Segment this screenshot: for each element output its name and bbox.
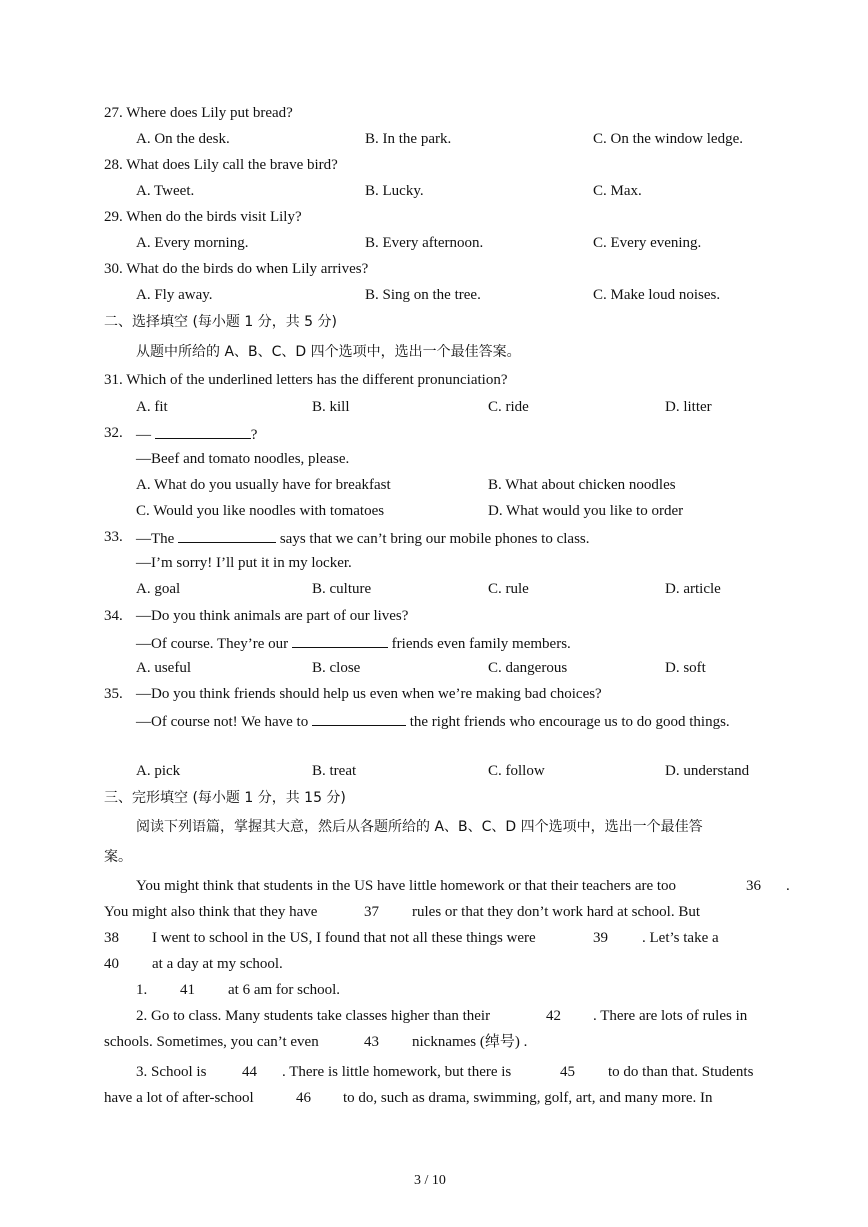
blank-43: 43 [364,1034,379,1050]
q35-option-b: B. treat [312,763,357,779]
q32-end: ? [250,427,258,443]
q32-number: 32. [104,425,123,441]
passage-line4-text: at a day at my school. [152,956,283,972]
q33-option-c: C. rule [488,581,529,597]
passage-line8-rest: to do than that. Students [608,1064,754,1080]
page-number: 3 / 10 [414,1173,446,1188]
q27-option-b: B. In the park. [365,131,452,147]
blank-36: 36 [746,878,761,894]
q35-prompt [136,711,730,731]
q35-number: 35. [104,686,123,702]
q35-post: the right friends who encourage us to do good things. [409,714,730,730]
q28-option-c: C. Max. [593,183,642,199]
section3-instruction-line1: 阅读下列语篇，掌握其大意，然后从各题所给的 A、B、C、D 四个选项中，选出一个最佳答 [136,819,703,835]
q35-option-d: D. understand [665,763,750,779]
q31-option-d: D. litter [665,399,712,415]
q30-option-a: A. Fly away. [136,287,213,303]
passage-line7-text: schools. Sometimes, you can’t even [104,1034,319,1050]
q33-answer: —I’m sorry! I’ll put it in my locker. [136,555,352,571]
q32-answer: —Beef and tomato noodles, please. [136,451,350,467]
q35-blank [312,711,406,726]
q28-option-b: B. Lucky. [365,183,424,199]
passage-line7-rest: nicknames (绰号) . [412,1034,528,1050]
q33-option-b: B. culture [312,581,372,597]
q32-dash: — [136,427,151,443]
passage-line3-text: I went to school in the US, I found that not all these things were [152,930,536,946]
passage-line8-mid: . There is little homework, but there is [282,1064,512,1080]
q31-option-a: A. fit [136,399,168,415]
q28-option-a: A. Tweet. [136,183,195,199]
blank-44: 44 [242,1064,257,1080]
q34-option-c: C. dangerous [488,660,568,676]
q34-post: friends even family members. [391,636,571,652]
passage-line6-text: 2. Go to class. Many students take classes higher than their [136,1008,491,1024]
q35-option-a: A. pick [136,763,181,779]
q31-option-b: B. kill [312,399,350,415]
blank-46: 46 [296,1090,311,1106]
section2-title: 二、选择填空 (每小题 1 分，共 5 分) [104,314,337,330]
passage-line2-text: You might also think that they have [104,904,318,920]
q34-number: 34. [104,608,123,624]
q29-stem: 29. When do the birds visit Lily? [104,209,302,225]
q32-option-d: D. What would you like to order [488,503,684,519]
passage-item1-number: 1. [136,982,148,998]
q34-option-a: A. useful [136,660,191,676]
q34-prompt [136,633,571,653]
q30-option-c: C. Make loud noises. [593,287,721,303]
q33-option-d: D. article [665,581,721,597]
q34-stem: —Do you think animals are part of our lives? [136,608,409,624]
q35-option-c: C. follow [488,763,545,779]
q31-stem: 31. Which of the underlined letters has the different pronunciation? [104,372,508,388]
q27-option-c: C. On the window ledge. [593,131,743,147]
q34-option-b: B. close [312,660,361,676]
q35-stem: —Do you think friends should help us even when we’re making bad choices? [136,686,602,702]
passage-line6-rest: . There are lots of rules in [593,1008,748,1024]
passage-line1-end: . [786,878,790,894]
q33-prompt [136,528,590,548]
q30-stem: 30. What do the birds do when Lily arrives? [104,261,369,277]
blank-41: 41 [180,982,195,998]
q33-option-a: A. goal [136,581,181,597]
q34-option-d: D. soft [665,660,706,676]
q32-option-a: A. What do you usually have for breakfast [136,477,391,493]
q32-prompt [136,424,257,444]
blank-37: 37 [364,904,379,920]
q35-pre: —Of course not! We have to [136,714,309,730]
q32-blank [155,424,251,439]
blank-38: 38 [104,930,119,946]
q27-option-a: A. On the desk. [136,131,230,147]
passage-line9-text: have a lot of after-school [104,1090,254,1106]
section3-title: 三、完形填空 (每小题 1 分，共 15 分) [104,790,346,806]
passage-line3-rest: . Let’s take a [642,930,719,946]
q29-option-a: A. Every morning. [136,235,249,251]
q27-stem: 27. Where does Lily put bread? [104,105,293,121]
q34-pre: —Of course. They’re our [136,636,289,652]
passage-line2-rest: rules or that they don’t work hard at school. But [412,904,701,920]
q33-post: says that we can’t bring our mobile phones to class. [279,531,590,547]
section2-instruction: 从题中所给的 A、B、C、D 四个选项中，选出一个最佳答案。 [136,344,521,360]
q28-stem: 28. What does Lily call the brave bird? [104,157,338,173]
q33-number: 33. [104,529,123,545]
passage-line8-text: 3. School is [136,1064,207,1080]
passage-line9-rest: to do, such as drama, swimming, golf, art, and many more. In [343,1090,713,1106]
passage-line1-text: You might think that students in the US have little homework or that their teachers are too [136,878,677,894]
q29-option-c: C. Every evening. [593,235,702,251]
q32-option-b: B. What about chicken noodles [488,477,676,493]
blank-39: 39 [593,930,608,946]
q31-option-c: C. ride [488,399,529,415]
blank-42: 42 [546,1008,561,1024]
q33-blank [178,528,276,543]
blank-45: 45 [560,1064,575,1080]
q30-option-b: B. Sing on the tree. [365,287,481,303]
section3-instruction-line2: 案。 [104,849,132,865]
passage-line5-text: at 6 am for school. [228,982,341,998]
q32-option-c: C. Would you like noodles with tomatoes [136,503,385,519]
q34-blank [292,633,388,648]
q29-option-b: B. Every afternoon. [365,235,484,251]
blank-40: 40 [104,956,119,972]
q33-pre: —The [136,531,175,547]
